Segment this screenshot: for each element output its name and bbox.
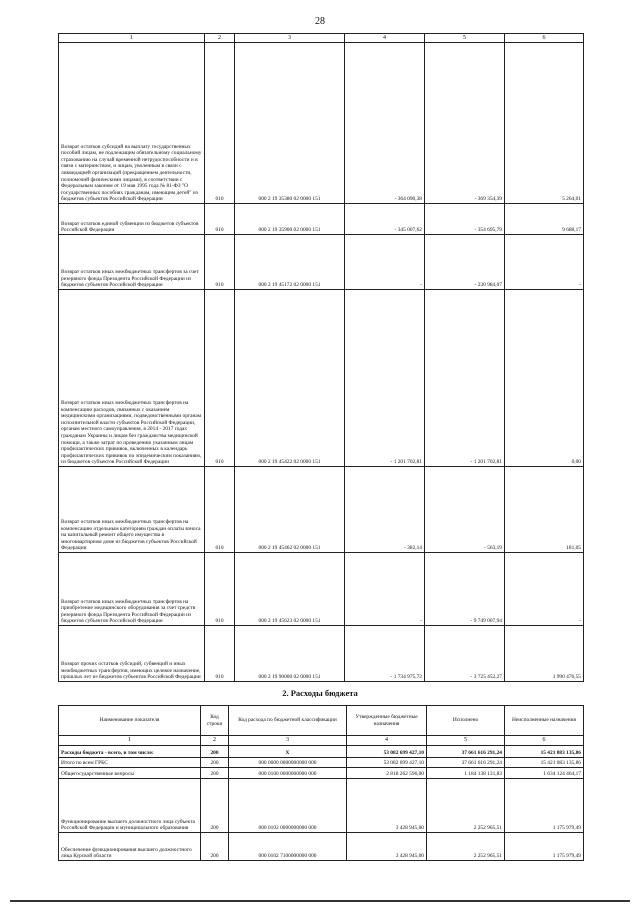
page-number: 28 (315, 16, 325, 27)
executed-value: - 354 695,79 (425, 204, 505, 235)
unexecuted-value: 5 264,01 (505, 43, 584, 204)
header-unexecuted: Неисполненные назначения (505, 706, 584, 736)
line-code: 200 (201, 779, 229, 833)
line-code: 010 (205, 204, 235, 235)
approved-value: - (345, 235, 425, 290)
row-name: Возврат остатков иных межбюджетных трансфертов на компенсацию расходов, связанных с оказанием медицинскими организациями, подведомственными органам исполнительной власти субъектов Российской Федерации, органам местного самоуправления, в 2014 - 2017 годах гражданам Украины и лицам без гражданства медицинской помощи, а также затрат по проведению указанным лицам профилактических прививок, включенных в календарь профилактических прививок по эпидемическим показаниям, из бюджетов субъектов Российской Федерации (59, 290, 205, 467)
approved-value: - 382,14 (345, 467, 425, 553)
line-code: 200 (201, 833, 229, 861)
executed-value: - 230 984,07 (425, 235, 505, 290)
budget-code: 000 2 19 35900 02 0000 151 (235, 204, 345, 235)
line-code: 010 (205, 467, 235, 553)
line-code: 010 (205, 553, 235, 626)
header-executed: Исполнено (427, 706, 505, 736)
approved-value: 3 428 945,00 (347, 833, 427, 861)
header-approved: Утвержденные бюджетные назначения (347, 706, 427, 736)
revenue-returns-table (58, 33, 584, 682)
approved-value: - 345 007,62 (345, 204, 425, 235)
table-row (59, 204, 584, 235)
unexecuted-value: - (505, 553, 584, 626)
executed-value: 37 661 616 291,24 (427, 746, 505, 758)
table-header-row (59, 706, 584, 736)
row-name: Возврат остатков иных межбюджетных трансфертов на компенсацию отдельным категориям граждан оплаты взноса на капитальный ремонт общего имущества в многоквартирном доме из бюджетов субъектов Российской Федерации (59, 467, 205, 553)
column-number: 4 (345, 34, 425, 43)
row-name: Возврат остатков иных межбюджетных трансфертов на приобретение медицинского оборудования за счет средств резервного фонда Президента Российской Федерации из бюджетов субъектов Российской Федерации (59, 553, 205, 626)
line-code: 200 (201, 758, 229, 768)
line-code: 010 (205, 235, 235, 290)
approved-value: - 364 090,38 (345, 43, 425, 204)
column-number: 3 (235, 34, 345, 43)
line-code: 010 (205, 290, 235, 467)
budget-code: 000 0000 0000000000 000 (229, 758, 347, 768)
section-title: 2. Расходы бюджета (282, 688, 358, 698)
line-code: 200 (201, 768, 229, 779)
table-row (59, 833, 584, 861)
column-number: 5 (425, 34, 505, 43)
executed-value: - 3 725 452,27 (425, 626, 505, 682)
row-name: Возврат остатков субсидий на выплату государственных пособий лицам, не подлежащим обязательному социальному страхованию на случай временной нетрудоспособности и в связи с материнством, и лицам, уволенным в связи с ликвидацией организаций (прекращением деятельности, полномочий физическими лицами), в соответствии с Федеральным законом от 19 мая 1995 года № 81-ФЗ "О государственных пособиях гражданам, имеющим детей" из бюджетов субъектов Российской Федерации (59, 43, 205, 204)
line-code: 200 (201, 746, 229, 758)
row-name: Обеспечение функционирования высшего должностного лица Курской области (59, 833, 201, 861)
budget-code: 000 2 19 45462 02 0000 151 (235, 467, 345, 553)
table-row (59, 467, 584, 553)
executed-value: - 563,19 (425, 467, 505, 553)
unexecuted-value: 15 421 083 135,86 (505, 758, 584, 768)
column-numbers-row (59, 736, 584, 746)
row-name: Функционирование высшего должностного лица субъекта Российской Федерации и муниципального образования (59, 779, 201, 833)
approved-value: 53 082 699 427,10 (347, 746, 427, 758)
budget-code: 000 0102 0000000000 000 (229, 779, 347, 833)
budget-code: 000 2 19 45422 02 0000 151 (235, 290, 345, 467)
unexecuted-value: 1 175 979,49 (505, 833, 584, 861)
table-row (59, 758, 584, 768)
table-row (59, 43, 584, 204)
budget-code: 000 2 19 45172 02 0000 151 (235, 235, 345, 290)
unexecuted-value: 1 634 124 464,17 (505, 768, 584, 779)
budget-code: X (229, 746, 347, 758)
row-name: Итого по всем ГРБС (59, 758, 201, 768)
line-code: 010 (205, 43, 235, 204)
approved-value: - 1 201 702,81 (345, 290, 425, 467)
unexecuted-value: - (505, 235, 584, 290)
row-name: Возврат прочих остатков субсидий, субвенций и иных межбюджетных трансфертов, имеющих целевое назначение, прошлых лет из бюджетов субъектов Российской Федерации (59, 626, 205, 682)
header-name: Наименование показателя (59, 706, 201, 736)
approved-value: 3 428 945,00 (347, 779, 427, 833)
table-row (59, 779, 584, 833)
approved-value: 53 082 699 427,10 (347, 758, 427, 768)
column-number: 3 (229, 736, 347, 746)
budget-code: 000 0102 7100000000 000 (229, 833, 347, 861)
column-number: 2 (205, 34, 235, 43)
unexecuted-value: 181,05 (505, 467, 584, 553)
line-code: 010 (205, 626, 235, 682)
approved-value: - 1 734 975,72 (345, 626, 425, 682)
column-number: 1 (59, 34, 205, 43)
unexecuted-value: 0,00 (505, 290, 584, 467)
executed-value: - 369 354,39 (425, 43, 505, 204)
executed-value: 2 252 965,51 (427, 833, 505, 861)
budget-code: 000 2 19 35380 02 0000 151 (235, 43, 345, 204)
unexecuted-value: 1 175 979,49 (505, 779, 584, 833)
column-number: 5 (427, 736, 505, 746)
executed-value: - 9 749 007,94 (425, 553, 505, 626)
table-header-row (59, 34, 584, 43)
approved-value: 2 818 262 596,00 (347, 768, 427, 779)
unexecuted-value: 15 421 083 135,86 (505, 746, 584, 758)
column-number: 1 (59, 736, 201, 746)
row-name: Общегосударственные вопросы (59, 768, 201, 779)
executed-value: - 1 201 702,81 (425, 290, 505, 467)
row-name: Расходы бюджета - всего, в том числе: (59, 746, 201, 758)
budget-expenses-table (58, 705, 584, 861)
header-line-code: Код строки (201, 706, 229, 736)
table-row (59, 746, 584, 758)
approved-value: - (345, 553, 425, 626)
table-row (59, 626, 584, 682)
executed-value: 1 184 138 131,83 (427, 768, 505, 779)
unexecuted-value: 9 688,17 (505, 204, 584, 235)
row-name: Возврат остатков иных межбюджетных трансфертов за счет резервного фонда Президента Российской Федерации из бюджетов субъектов Российской Федерации (59, 235, 205, 290)
budget-code: 000 2 19 45623 02 0000 151 (235, 553, 345, 626)
budget-code: 000 2 19 90000 02 0000 151 (235, 626, 345, 682)
header-budget-code: Код расхода по бюджетной классификации (229, 706, 347, 736)
row-name: Возврат остатков единой субвенции из бюджетов субъектов Российской Федерации (59, 204, 205, 235)
table-row (59, 290, 584, 467)
table-row (59, 768, 584, 779)
executed-value: 37 661 616 291,24 (427, 758, 505, 768)
column-number: 6 (505, 736, 584, 746)
column-number: 6 (505, 34, 584, 43)
table-row (59, 235, 584, 290)
column-number: 4 (347, 736, 427, 746)
unexecuted-value: 1 990 476,55 (505, 626, 584, 682)
budget-code: 000 0100 0000000000 000 (229, 768, 347, 779)
bottom-rule (10, 900, 630, 902)
column-number: 2 (201, 736, 229, 746)
table-row (59, 553, 584, 626)
executed-value: 2 252 965,51 (427, 779, 505, 833)
